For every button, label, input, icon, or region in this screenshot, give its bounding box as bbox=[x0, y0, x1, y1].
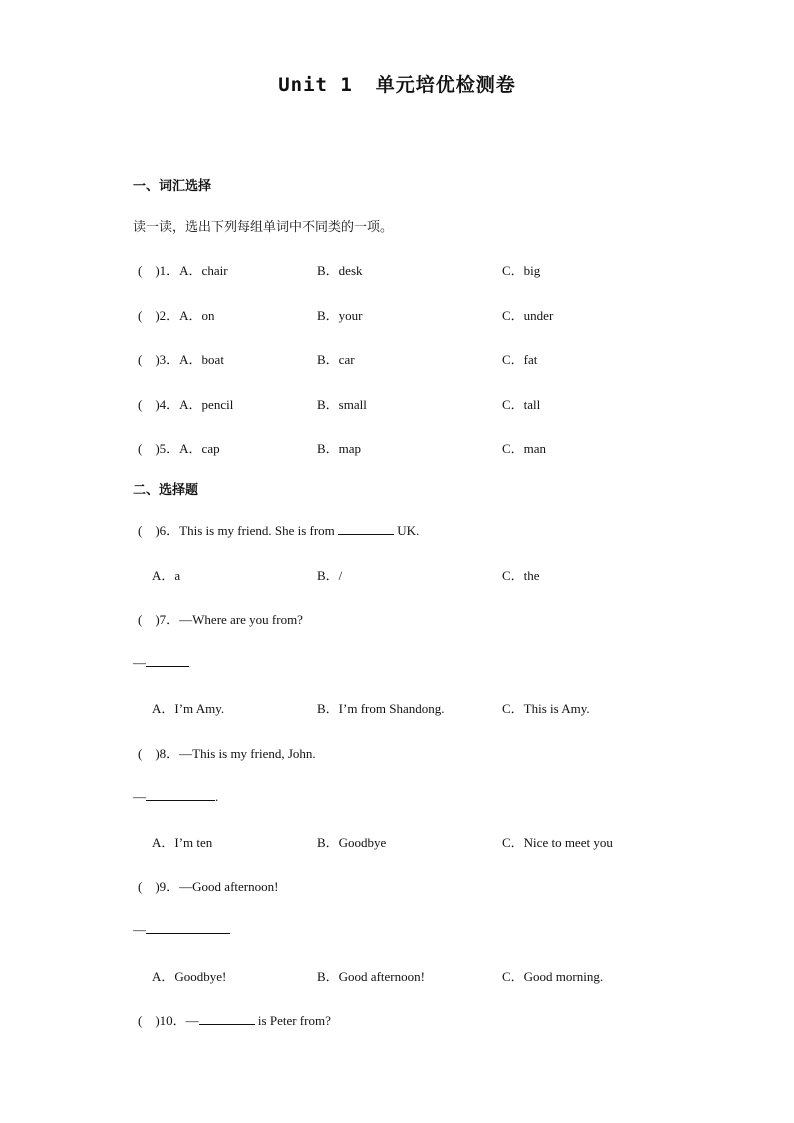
option-c: C．big bbox=[502, 263, 541, 278]
option-b: B．your bbox=[317, 308, 363, 323]
section-heading-choice: 二、选择题 bbox=[133, 483, 199, 498]
option-c: C．tall bbox=[502, 397, 541, 412]
response-line bbox=[133, 788, 218, 805]
option-c: C．Good morning. bbox=[502, 969, 604, 984]
option-a: A．I’m ten bbox=[152, 835, 213, 850]
page-title bbox=[0, 70, 794, 97]
answer-blank[interactable] bbox=[146, 654, 189, 667]
option-b: B．map bbox=[317, 441, 362, 456]
option-c: C．man bbox=[502, 441, 547, 456]
option-b: B．Good afternoon! bbox=[317, 969, 425, 984]
option-a: ( )2．A．on bbox=[138, 308, 215, 323]
stem-text: is Peter from? bbox=[254, 1013, 331, 1028]
question-stem: ( )9．—Good afternoon! bbox=[138, 879, 279, 894]
stem-text: ( )10．— bbox=[138, 1013, 199, 1028]
option-b: B．desk bbox=[317, 263, 363, 278]
option-a: ( )1．A．chair bbox=[138, 263, 228, 278]
question-row bbox=[0, 305, 794, 325]
option-b: B．I’m from Shandong. bbox=[317, 701, 445, 716]
option-b: B．Goodbye bbox=[317, 835, 387, 850]
option-c: C．Nice to meet you bbox=[502, 835, 613, 850]
response-end: . bbox=[215, 789, 219, 804]
question-row bbox=[0, 438, 794, 458]
stem-text: ( )6．This is my friend. She is from bbox=[138, 523, 339, 538]
options-row bbox=[0, 832, 794, 852]
option-b: B．car bbox=[317, 352, 355, 367]
options-row bbox=[0, 966, 794, 986]
response-line bbox=[133, 921, 230, 938]
response-line bbox=[133, 654, 189, 671]
option-c: C．under bbox=[502, 308, 554, 323]
answer-blank[interactable] bbox=[199, 1012, 255, 1025]
answer-blank[interactable] bbox=[146, 788, 215, 801]
option-c: C．This is Amy. bbox=[502, 701, 590, 716]
option-c: C．fat bbox=[502, 352, 538, 367]
answer-blank[interactable] bbox=[146, 921, 230, 934]
question-row bbox=[0, 349, 794, 369]
instruction: 读一读，选出下列每组单词中不同类的一项。 bbox=[133, 220, 394, 235]
title-unit: Unit 1 bbox=[278, 74, 353, 96]
question-stem: ( )8．—This is my friend, John. bbox=[138, 746, 316, 761]
option-a: A．a bbox=[152, 568, 181, 583]
stem-text: UK. bbox=[394, 523, 420, 538]
question-row bbox=[0, 394, 794, 414]
option-a: ( )5．A．cap bbox=[138, 441, 220, 456]
question-row bbox=[0, 260, 794, 280]
title-cn: 单元培优检测卷 bbox=[375, 74, 516, 96]
response-dash: — bbox=[133, 922, 146, 937]
options-row bbox=[0, 698, 794, 718]
question-stem: ( )7．—Where are you from? bbox=[138, 612, 303, 627]
option-b: B．/ bbox=[317, 568, 343, 583]
option-a: ( )4．A．pencil bbox=[138, 397, 234, 412]
section-heading-vocab: 一、词汇选择 bbox=[133, 179, 212, 194]
answer-blank[interactable] bbox=[338, 522, 394, 535]
option-a: ( )3．A．boat bbox=[138, 352, 224, 367]
option-a: A．I’m Amy. bbox=[152, 701, 225, 716]
options-row bbox=[0, 565, 794, 585]
option-a: A．Goodbye! bbox=[152, 969, 227, 984]
question-stem bbox=[138, 520, 419, 539]
response-dash: — bbox=[133, 789, 146, 804]
response-dash: — bbox=[133, 655, 146, 670]
option-c: C．the bbox=[502, 568, 540, 583]
question-stem bbox=[138, 1010, 331, 1029]
option-b: B．small bbox=[317, 397, 367, 412]
